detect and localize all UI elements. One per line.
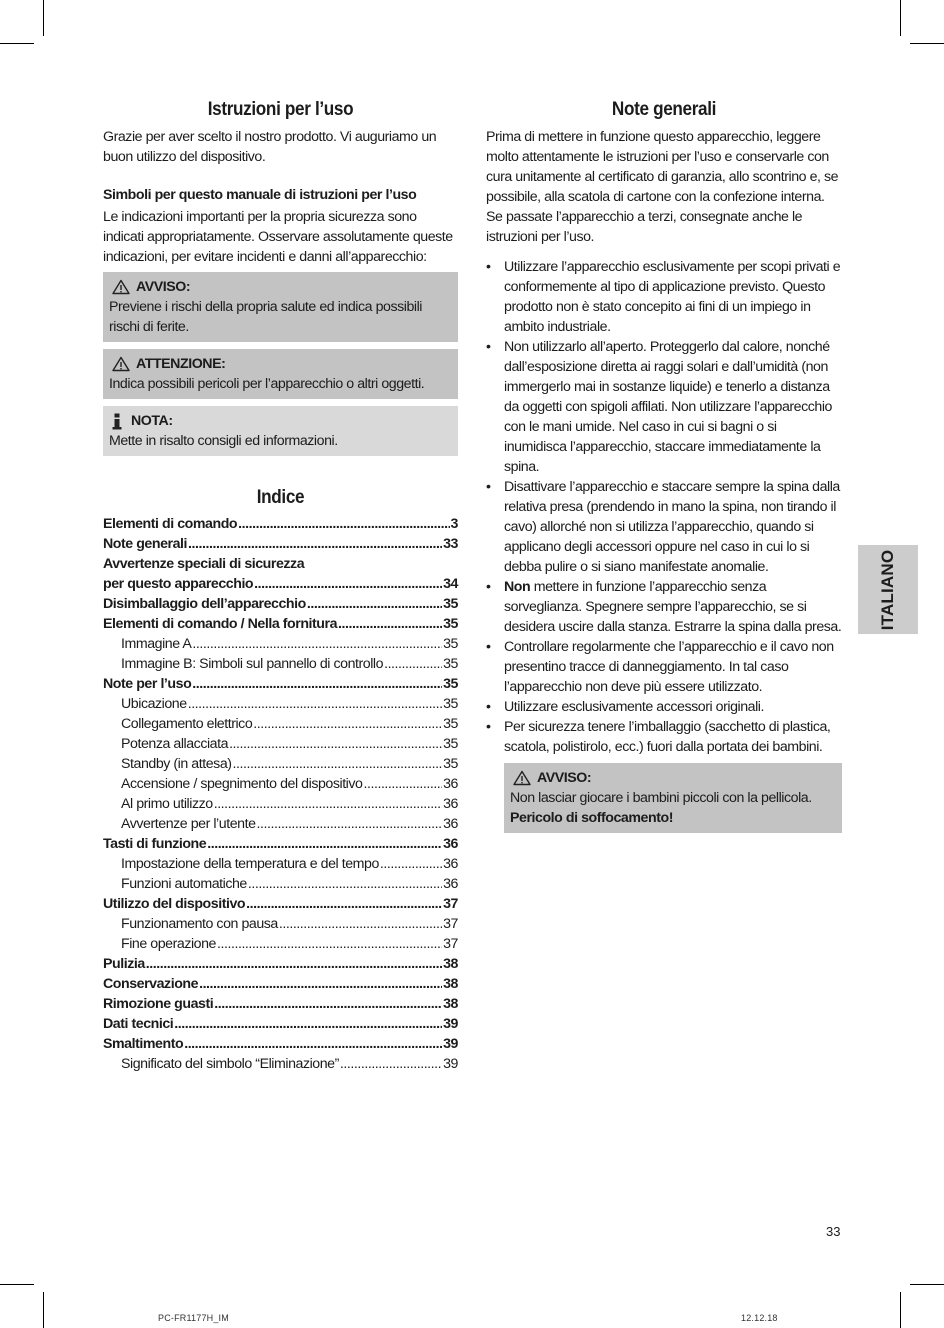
toc-leader-dots (340, 1054, 442, 1074)
bullet-text: Non utilizzarlo all’aperto. Proteggerlo dal calore, nonché dall’esposizione diretta ai raggi solari e dall’umidità (non immergerlo mai in sostanze liquide) e tenerlo a distanza da oggetti con spigoli affilati. Non utilizzare l’apparecchio con le mani umide. Nel caso in cui si bagni o si inumidisca l’apparecchio, staccare immediatamente la spina. (504, 339, 832, 475)
toc-entry-title: Standby (in attesa) (121, 756, 232, 772)
safety-bullet-item (486, 337, 842, 477)
crop-mark (910, 1284, 944, 1285)
toc-entry-page: 36 (443, 816, 458, 832)
info-icon (111, 413, 123, 430)
toc-entry-page: 35 (443, 716, 458, 732)
crop-mark (900, 1292, 901, 1328)
note-box-title: NOTA: (131, 413, 173, 429)
toc-entry (103, 554, 458, 574)
toc-leader-dots (207, 834, 442, 854)
toc-leader-dots (192, 674, 442, 694)
toc-entry (103, 1014, 458, 1034)
toc-entry-page: 35 (443, 696, 458, 712)
warning-box (103, 272, 458, 342)
toc-entry-title: Utilizzo del dispositivo (103, 896, 246, 912)
toc-leader-dots (253, 714, 442, 734)
toc-entry-page: 37 (443, 916, 458, 932)
warning-box-text: Previene i rischi della propria salute ed indica possibili rischi di ferite. (109, 299, 423, 335)
toc-leader-dots (363, 774, 442, 794)
suffocation-warning-text: Non lasciar giocare i bambini piccoli con la pellicola. (510, 790, 812, 806)
toc-entry-page: 39 (443, 1036, 458, 1052)
section-title-note-generali: Note generali (611, 98, 717, 120)
toc-entry-title: Conservazione (103, 976, 199, 992)
intro-paragraph: Grazie per aver scelto il nostro prodotto. Vi auguriamo un buon utilizzo del dispositivo. (103, 129, 437, 165)
toc-entry-title: Ubicazione (121, 696, 187, 712)
toc-entry (103, 574, 458, 594)
section-title-istruzioni: Istruzioni per l’uso (207, 98, 354, 120)
toc-entry-title: Avvertenze per l’utente (121, 816, 256, 832)
note-box-text: Mette in risalto consigli ed informazioni. (109, 433, 338, 449)
toc-leader-dots (214, 994, 442, 1014)
safety-bullet-item (486, 697, 842, 717)
toc-entry-title: Potenza allacciata (121, 736, 229, 752)
toc-entry-title: per questo apparecchio (103, 576, 254, 592)
toc-entry-page: 36 (443, 856, 458, 872)
toc-leader-dots (146, 954, 442, 974)
toc-entry-title: Smaltimento (103, 1036, 184, 1052)
language-tab-label: ITALIANO (878, 549, 897, 630)
crop-mark (910, 43, 944, 44)
suffocation-warning-box (504, 763, 842, 833)
toc-entry-page: 3 (450, 516, 458, 532)
bullet-text: Utilizzare esclusivamente accessori originali. (504, 699, 765, 715)
toc-entry (103, 974, 458, 994)
toc-leader-dots (188, 694, 442, 714)
toc-entry-page: 35 (443, 656, 458, 672)
toc-leader-dots (192, 634, 442, 654)
warning-triangle-icon (513, 770, 531, 786)
toc-entry-page: 37 (443, 896, 458, 912)
toc-leader-dots (214, 794, 442, 814)
toc-entry (103, 874, 458, 894)
toc-entry-title: Pulizia (103, 956, 145, 972)
toc-leader-dots (238, 514, 449, 534)
bullet-text: Utilizzare l’apparecchio esclusivamente per scopi privati e conformemente al tipo di applicazione previsto. Questo prodotto non è stato concepito ai fini di un impiego in ambito industriale. (504, 259, 841, 335)
footer-date: 12.12.18 (741, 1313, 778, 1323)
toc-entry (103, 854, 458, 874)
toc-entry-title: Avvertenze speciali di sicurezza (103, 556, 305, 572)
toc-entry-page: 35 (443, 756, 458, 772)
crop-mark (0, 43, 34, 44)
toc-entry (103, 1054, 458, 1074)
bullet-text: Per sicurezza tenere l’imballaggio (sacchetto di plastica, scatola, polistirolo, ecc.) fuori dalla portata dei bambini. (504, 719, 831, 755)
toc-entry-title: Tasti di funzione (103, 836, 207, 852)
warning-triangle-icon (112, 279, 130, 295)
bullet-text: Controllare regolarmente che l’apparecchio e il cavo non presentino tracce di danneggiamento. In tal caso l’apparecchio non deve più essere utilizzato. (504, 639, 834, 695)
attention-box-text: Indica possibili pericoli per l’apparecchio o altri oggetti. (109, 376, 425, 392)
toc-entry (103, 734, 458, 754)
toc-entry-title: Impostazione della temperatura e del tempo (121, 856, 379, 872)
toc-entry-page: 37 (443, 936, 458, 952)
toc-entry-title: Elementi di comando (103, 516, 238, 532)
toc-entry-title: Funzioni automatiche (121, 876, 247, 892)
toc-entry-page: 35 (443, 636, 458, 652)
toc-entry-page: 35 (443, 676, 458, 692)
attention-box-title: ATTENZIONE: (136, 356, 226, 372)
crop-mark (43, 0, 44, 36)
toc-leader-dots (380, 854, 442, 874)
toc-leader-dots (184, 1034, 442, 1054)
toc-entry-title: Collegamento elettrico (121, 716, 253, 732)
toc-leader-dots (233, 754, 443, 774)
safety-bullet-item (486, 257, 842, 337)
toc-entry-page: 38 (443, 976, 458, 992)
toc-entry-page: 36 (443, 796, 458, 812)
toc-entry-page: 35 (443, 616, 458, 632)
toc-entry-page: 38 (443, 996, 458, 1012)
toc-entry-title: Disimballaggio dell’apparecchio (103, 596, 306, 612)
note-box (103, 406, 458, 456)
toc-entry (103, 594, 458, 614)
toc-leader-dots (199, 974, 442, 994)
toc-entry (103, 994, 458, 1014)
crop-mark (43, 1292, 44, 1328)
toc-entry (103, 654, 458, 674)
toc-leader-dots (257, 814, 443, 834)
left-column (103, 94, 458, 1074)
toc-entry-title: Elementi di comando / Nella fornitura (103, 616, 338, 632)
warning-triangle-icon (112, 356, 130, 372)
safety-bullet-item (486, 477, 842, 577)
toc-leader-dots (246, 894, 442, 914)
symbols-heading: Simboli per questo manuale di istruzioni per l’uso (103, 187, 417, 203)
toc-entry (103, 694, 458, 714)
toc-entry-page: 39 (443, 1016, 458, 1032)
symbols-paragraph: Le indicazioni importanti per la propria sicurezza sono indicati appropriatamente. Osservare assolutamente queste indicazioni, per evitare incidenti e danni all’apparecchio: (103, 209, 453, 265)
toc-entry (103, 814, 458, 834)
toc-entry (103, 794, 458, 814)
toc-entry (103, 514, 458, 534)
toc-entry (103, 754, 458, 774)
toc-entry (103, 914, 458, 934)
toc-entry-title: Immagine B: Simboli sul pannello di controllo (121, 656, 384, 672)
toc-entry-title: Significato del simbolo “Eliminazione” (121, 1056, 339, 1072)
toc-leader-dots (338, 614, 442, 634)
attention-box (103, 349, 458, 399)
toc-entry-page: 38 (443, 956, 458, 972)
toc-entry-page: 35 (443, 596, 458, 612)
toc-entry (103, 634, 458, 654)
note-intro-paragraph: Prima di mettere in funzione questo apparecchio, leggere molto attentamente le istruzioni per l’uso e conservarle con cura unitamente al certificato di garanzia, allo scontrino e, se possibile, alla scatola di cartone con la confezione interna. Se passate l’apparecchio a terzi, consegnate anche le istruzioni per l’uso. (486, 129, 839, 245)
suffocation-warning-title: AVVISO: (537, 770, 592, 786)
toc-entry-page: 36 (443, 776, 458, 792)
toc-leader-dots (229, 734, 442, 754)
toc-entry (103, 534, 458, 554)
toc-entry (103, 774, 458, 794)
toc-leader-dots (307, 594, 442, 614)
toc-leader-dots (174, 1014, 442, 1034)
toc-entry-title: Note per l’uso (103, 676, 192, 692)
toc-entry-page: 35 (443, 736, 458, 752)
toc-entry (103, 714, 458, 734)
toc-leader-dots (217, 934, 442, 954)
toc-entry-page: 36 (443, 836, 458, 852)
safety-bullet-item (486, 717, 842, 757)
toc-leader-dots (279, 914, 442, 934)
toc-leader-dots (248, 874, 442, 894)
toc-entry-title: Dati tecnici (103, 1016, 174, 1032)
toc-entry (103, 894, 458, 914)
language-tab (858, 545, 918, 634)
toc-entry-title: Al primo utilizzo (121, 796, 213, 812)
toc-entry-title: Fine operazione (121, 936, 216, 952)
safety-bullet-item (486, 637, 842, 697)
toc-entry (103, 614, 458, 634)
toc-entry (103, 934, 458, 954)
toc-entry-title: Note generali (103, 536, 188, 552)
toc-leader-dots (254, 574, 442, 594)
toc-entry (103, 834, 458, 854)
toc-entry-title: Rimozione guasti (103, 996, 214, 1012)
toc-entry-title: Immagine A (121, 636, 192, 652)
toc-leader-dots (188, 534, 442, 554)
index-title: Indice (256, 486, 305, 508)
toc-entry-page: 36 (443, 876, 458, 892)
toc-entry-page: 33 (443, 536, 458, 552)
toc-entry-page: 34 (443, 576, 458, 592)
table-of-contents (103, 514, 458, 1074)
toc-entry (103, 674, 458, 694)
toc-entry-title: Accensione / spegnimento del dispositivo (121, 776, 363, 792)
toc-entry-title: Funzionamento con pausa (121, 916, 278, 932)
page-number: 33 (826, 1224, 841, 1239)
toc-leader-dots (384, 654, 442, 674)
toc-entry (103, 954, 458, 974)
bullet-text: Disattivare l’apparecchio e staccare sempre la spina dalla relativa presa (prendendo in mano la spina, non tirando il cavo) allorché non si utilizza l’apparecchio, quando si applicano degli accessori oppure nel caso in cui lo si debba pulire o si siano manifestate anomalie. (504, 479, 840, 575)
right-column (486, 94, 842, 833)
bullet-text: mettere in funzione l’apparecchio senza sorveglianza. Spegnere sempre l’apparecchio, se si desidera uscire dalla stanza. Estrarre la spina dalla presa. (504, 579, 842, 635)
toc-entry (103, 1034, 458, 1054)
suffocation-warning-bold: Pericolo di soffocamento! (510, 810, 673, 826)
safety-bullet-list (486, 257, 842, 757)
warning-box-title: AVVISO: (136, 279, 191, 295)
safety-bullet-item (486, 577, 842, 637)
footer-model: PC-FR1177H_IM (158, 1313, 229, 1323)
crop-mark (0, 1284, 34, 1285)
toc-entry-page: 39 (443, 1056, 458, 1072)
crop-mark (900, 0, 901, 36)
bullet-emphasis: Non (504, 579, 531, 595)
